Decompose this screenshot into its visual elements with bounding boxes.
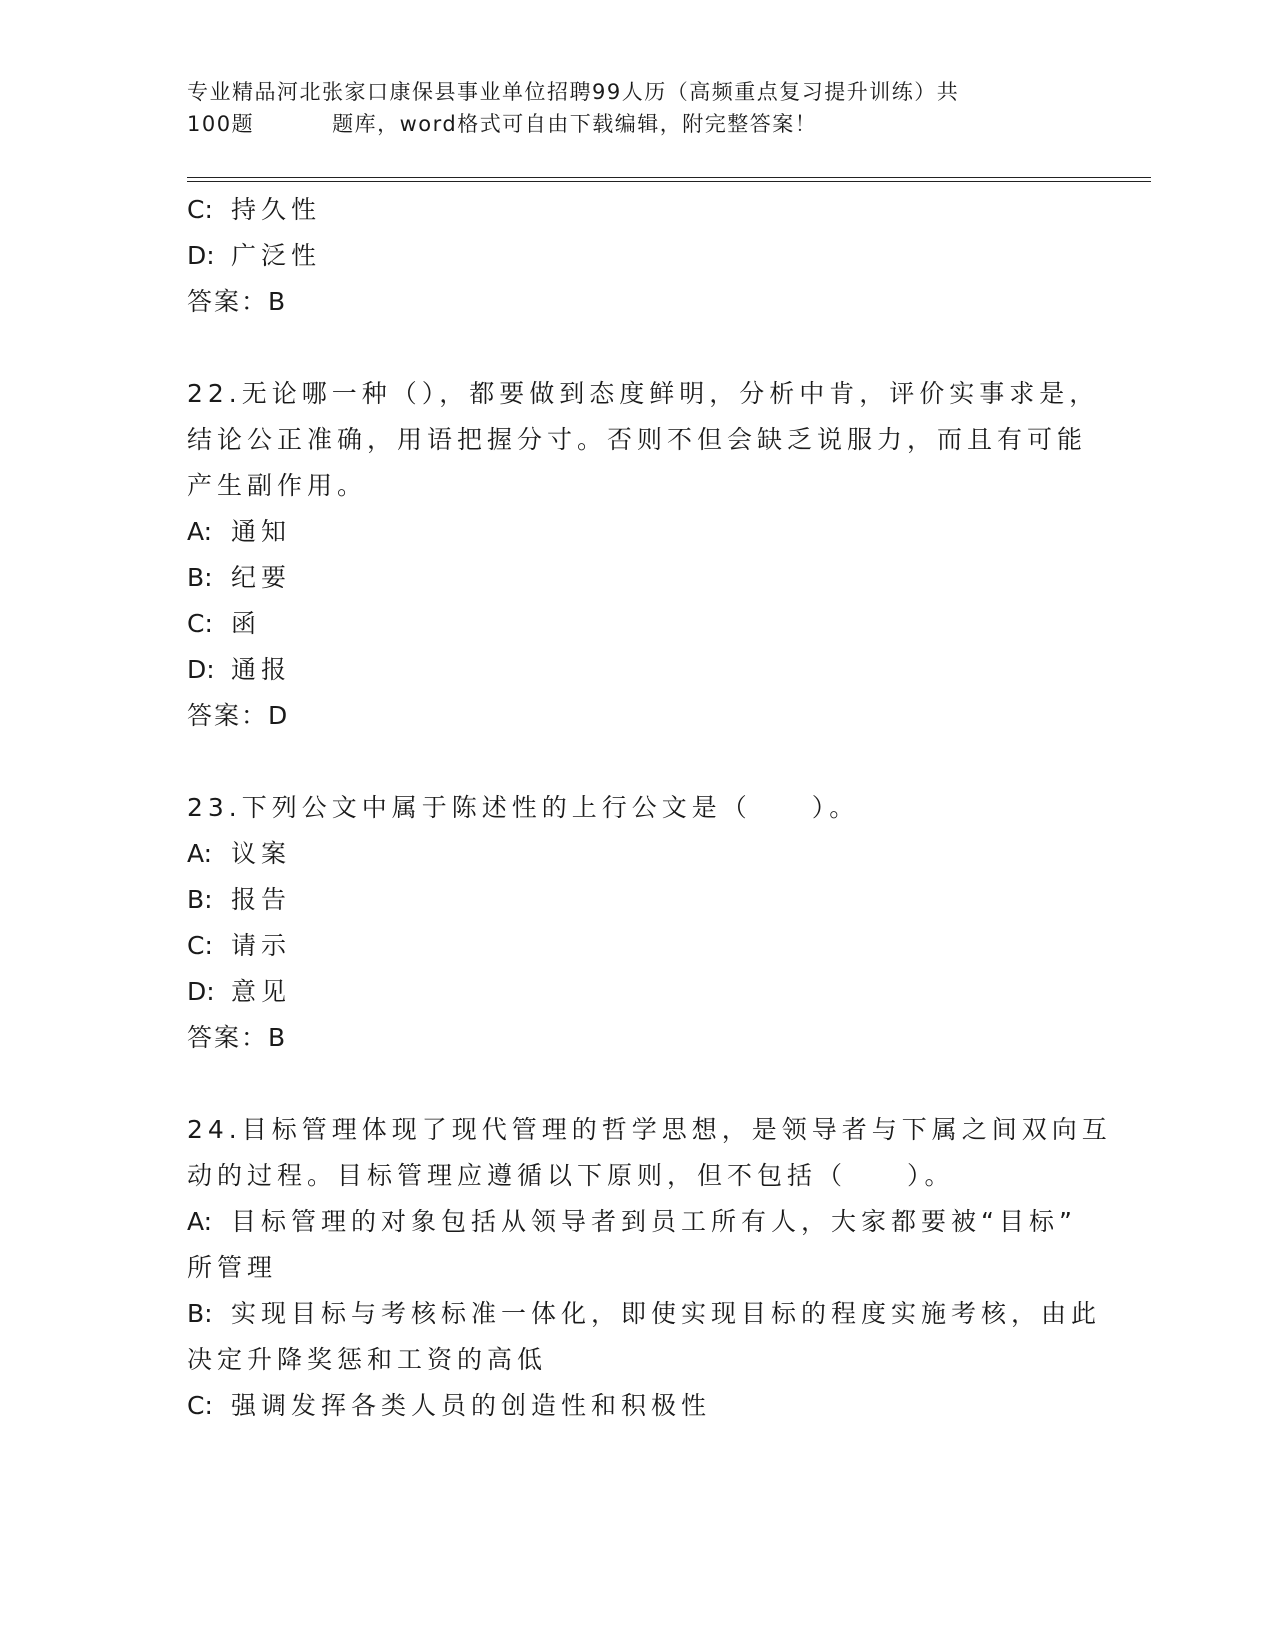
- question-23: [187, 785, 1087, 1061]
- option-text: 报告: [231, 885, 292, 914]
- option-continuation: 所管理: [187, 1253, 278, 1282]
- option-line: [187, 233, 1087, 279]
- answer-line: 答案：D: [187, 701, 290, 730]
- option-line: [187, 647, 1087, 693]
- option-text: 通报: [231, 655, 292, 684]
- option-text: 函: [231, 609, 262, 638]
- option-text: 请示: [231, 931, 292, 960]
- option-key: A:: [187, 517, 213, 546]
- header-question-count: 100题: [187, 112, 255, 136]
- option-line: [187, 1199, 1087, 1245]
- option-key: A:: [187, 839, 213, 868]
- option-text: 纪要: [231, 563, 292, 592]
- question-stem-line: 产生副作用。: [187, 471, 368, 500]
- option-text: 实现目标与考核标准一体化，即使实现目标的程度实施考核，由此: [231, 1299, 1102, 1328]
- question-stem-line: 24.目标管理体现了现代管理的哲学思想，是领导者与下属之间双向互: [187, 1115, 1112, 1144]
- document-header: [187, 76, 1087, 140]
- option-key: C:: [187, 931, 213, 960]
- header-line-2: [187, 108, 1087, 140]
- option-key: B:: [187, 885, 213, 914]
- question-21-tail: [187, 187, 1087, 325]
- answer-line: 答案：B: [187, 287, 288, 316]
- option-line: [187, 969, 1087, 1015]
- option-text: 意见: [231, 977, 292, 1006]
- option-key: C:: [187, 609, 213, 638]
- option-key: C:: [187, 1391, 213, 1420]
- question-stem-line: 22.无论哪一种（），都要做到态度鲜明，分析中肯，评价实事求是，: [187, 379, 1100, 408]
- option-key: D:: [187, 977, 215, 1006]
- option-line: [187, 187, 1087, 233]
- option-key: A:: [187, 1207, 213, 1236]
- header-divider-top: [187, 177, 1151, 178]
- question-22: [187, 371, 1100, 739]
- option-line: [187, 831, 1087, 877]
- option-line: [187, 509, 1087, 555]
- option-text: 通知: [231, 517, 292, 546]
- option-line: [187, 555, 1087, 601]
- option-key: D:: [187, 655, 215, 684]
- option-text: 持久性: [231, 195, 322, 224]
- option-key: B:: [187, 1299, 213, 1328]
- option-key: D:: [187, 241, 215, 270]
- option-text: 强调发挥各类人员的创造性和积极性: [231, 1391, 712, 1420]
- option-line: [187, 601, 1087, 647]
- header-divider-bottom: [187, 181, 1151, 182]
- question-stem-line: 结论公正准确，用语把握分寸。否则不但会缺乏说服力，而且有可能: [187, 425, 1088, 454]
- document-body: [187, 187, 1112, 1429]
- answer-line: 答案：B: [187, 1023, 288, 1052]
- question-24: [187, 1107, 1112, 1429]
- option-text: 目标管理的对象包括从领导者到员工所有人，大家都要被“目标”: [231, 1207, 1077, 1236]
- option-text: 议案: [231, 839, 292, 868]
- option-continuation: 决定升降奖惩和工资的高低: [187, 1345, 548, 1374]
- option-line: [187, 923, 1087, 969]
- question-stem-line: 动的过程。目标管理应遵循以下原则，但不包括（ ）。: [187, 1161, 955, 1190]
- option-line: [187, 877, 1087, 923]
- header-description: 题库，word格式可自由下载编辑，附完整答案！: [332, 112, 818, 136]
- option-line: [187, 1383, 1087, 1429]
- option-line: [187, 1291, 1102, 1337]
- option-key: C:: [187, 195, 213, 224]
- option-text: 广泛性: [231, 241, 322, 270]
- option-key: B:: [187, 563, 213, 592]
- question-stem-line: 23.下列公文中属于陈述性的上行公文是（ ）。: [187, 793, 860, 822]
- header-line-1: 专业精品河北张家口康保县事业单位招聘99人历（高频重点复习提升训练）共: [187, 80, 960, 104]
